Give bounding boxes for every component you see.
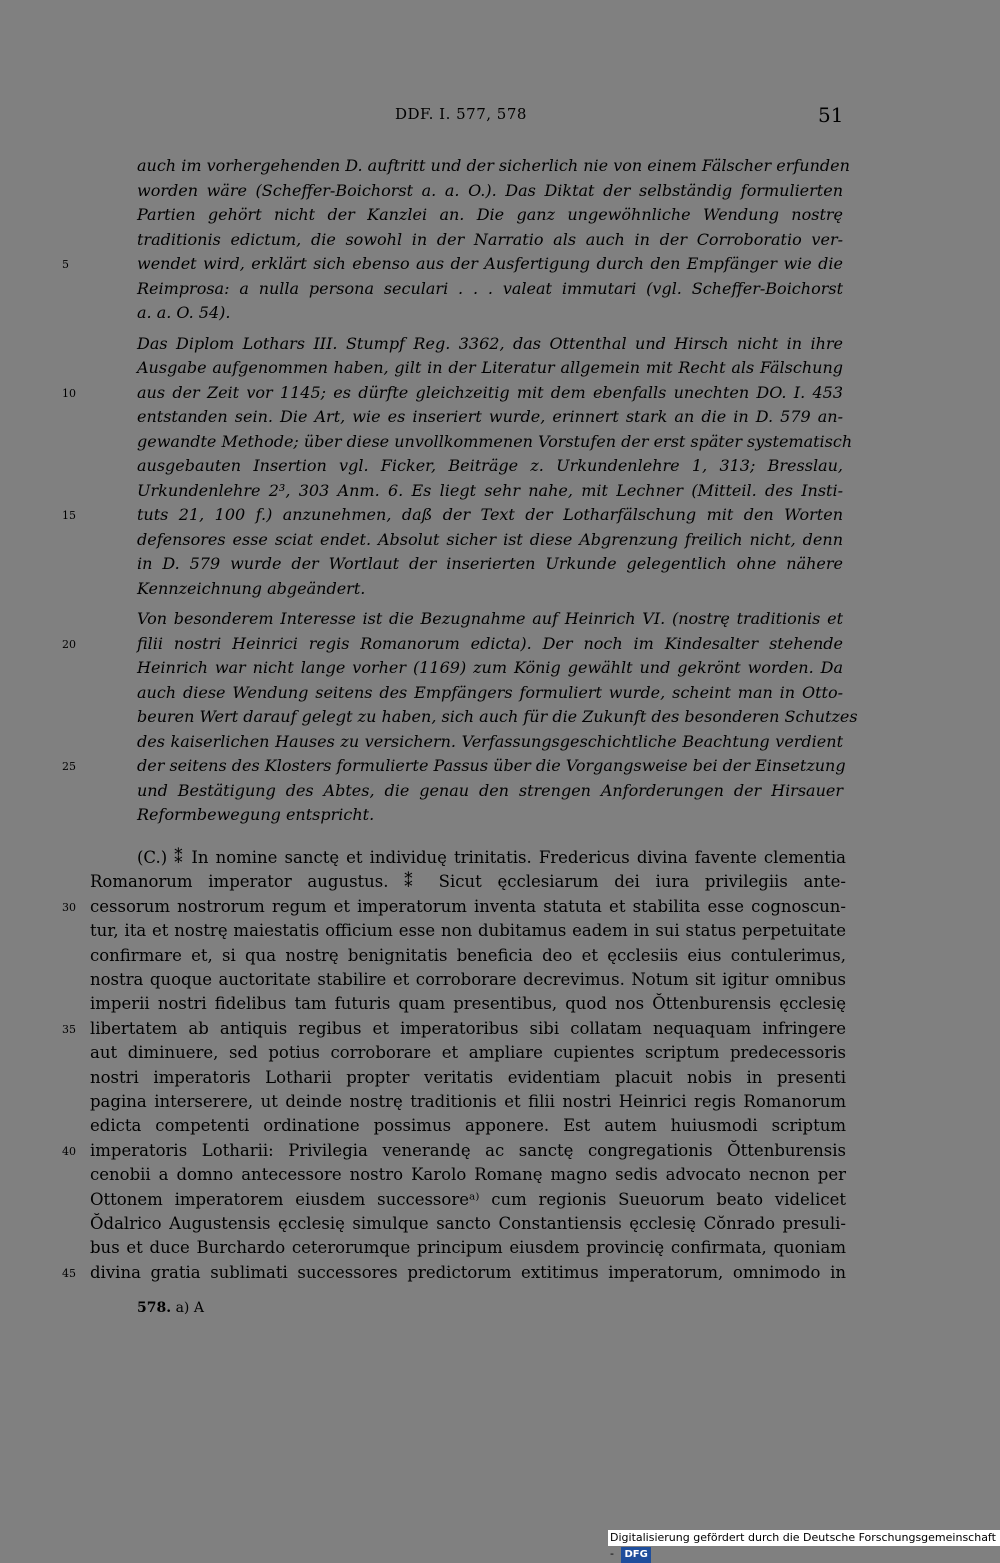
commentary-text: traditionis edictum, die sowohl in der Narratio als auch in der Corroboratio ver-	[137, 229, 843, 249]
line-number: 30	[62, 900, 76, 914]
charter-text: cenobii a domno antecessore nostro Karolo Romanę magno sedis advocato necnon per	[90, 1165, 846, 1185]
commentary-text: aus der Zeit vor 1145; es dürfte gleichzeitig mit dem ebenfalls unechten DO. I. 453	[137, 382, 843, 402]
charter-line	[0, 1018, 1000, 1042]
commentary-text: ausgebauten Insertion vgl. Ficker, Beiträge z. Urkundenlehre 1, 313; Bresslau,	[137, 456, 843, 475]
running-head: DDF. I. 577, 578	[395, 105, 527, 123]
commentary-text: Ausgabe aufgenommen haben, gilt in der Literatur allgemein mit Recht als Fälschung	[137, 358, 843, 377]
charter-line	[0, 1164, 1000, 1188]
commentary-line	[0, 682, 1000, 706]
commentary-line	[0, 302, 1000, 326]
commentary-text: filii nostri Heinrici regis Romanorum edicta). Der noch im Kindesalter stehende	[137, 633, 843, 653]
commentary-line	[0, 382, 1000, 406]
line-number: 40	[62, 1144, 76, 1158]
charter-line	[0, 1213, 1000, 1237]
charter-line	[0, 1042, 1000, 1066]
charter-text: pagina interserere, ut deinde nostrę traditionis et filii nostri Heinrici regis Romanorum	[90, 1092, 846, 1111]
footnote	[137, 1300, 204, 1316]
commentary-line	[0, 780, 1000, 804]
line-number: 35	[62, 1022, 76, 1036]
commentary-text: Urkundenlehre 2³, 303 Anm. 6. Es liegt sehr nahe, mit Lechner (Mitteil. des Insti-	[137, 480, 843, 500]
line-number: 15	[62, 509, 76, 522]
digitization-credit	[608, 1530, 1000, 1560]
commentary-line	[0, 529, 1000, 553]
commentary-line	[0, 253, 1000, 277]
page-number: 51	[818, 103, 844, 127]
charter-line	[0, 1237, 1000, 1261]
commentary-line	[0, 804, 1000, 828]
commentary-line	[0, 633, 1000, 657]
charter-line	[0, 945, 1000, 969]
charter-line	[0, 896, 1000, 920]
footnote-text: a) A	[175, 1300, 204, 1316]
commentary-line	[0, 504, 1000, 528]
charter-line	[0, 993, 1000, 1017]
line-number: 10	[62, 386, 76, 400]
charter-text: edicta competenti ordinatione possimus apponere. Est autem huiusmodi scriptum	[90, 1116, 846, 1136]
charter-text: bus et duce Burchardo ceterorumque principum eiusdem provincię confirmata, quoniam	[90, 1238, 846, 1258]
commentary-text: des kaiserlichen Hauses zu versichern. Verfassungsgeschichtliche Beachtung verdient	[137, 731, 843, 751]
charter-text: imperatoris Lotharii: Privilegia venerandę ac sanctę congregationis Ŏttenburensis	[90, 1140, 846, 1160]
charter-line	[0, 969, 1000, 993]
commentary-text: tuts 21, 100 f.) anzunehmen, daß der Text der Lotharfälschung mit den Worten	[137, 505, 843, 524]
commentary-text: gewandte Methode; über diese unvollkommenen Vorstufen der erst später systematisch	[137, 431, 853, 451]
charter-text: confirmare et, si qua nostrę benignitatis beneficia deo et ęcclesiis eius contulerimus,	[90, 945, 846, 965]
commentary-text: Heinrich war nicht lange vorher (1169) zum König gewählt und gekrönt worden. Da	[137, 658, 843, 677]
charter-line	[0, 1140, 1000, 1164]
line-number: 20	[62, 637, 76, 651]
commentary-line	[0, 657, 1000, 681]
footnote-number: 578.	[137, 1300, 172, 1316]
commentary-text: Reformbewegung entspricht.	[137, 805, 375, 824]
charter-text: Ottonem imperatorem eiusdem successoreᵃ⁾ cum regionis Sueuorum beato videlicet	[90, 1189, 846, 1209]
commentary-text: defensores esse sciat endet. Absolut sicher ist diese Abgrenzung freilich nicht, denn	[137, 529, 843, 549]
commentary-line	[0, 706, 1000, 730]
commentary-line	[0, 229, 1000, 253]
charter-text: aut diminuere, sed potius corroborare et ampliare cupientes scriptum predecessoris	[90, 1043, 846, 1063]
page-header	[0, 103, 1000, 129]
charter-line	[0, 1262, 1000, 1286]
commentary-line	[0, 608, 1000, 632]
credit-text: Digitalisierung gefördert durch die Deutsche Forschungsgemeinschaft -	[610, 1531, 996, 1560]
charter-text: nostra quoque auctoritate stabilire et corroborare decrevimus. Notum sit igitur omnibus	[90, 970, 846, 989]
charter-line	[0, 847, 1000, 871]
commentary-text: Reimprosa: a nulla persona seculari . . . valeat immutari (vgl. Scheffer-Boichorst	[137, 278, 843, 298]
charter-text: tur, ita et nostrę maiestatis officium esse non dubitamus eadem in sui status perpetuitate	[90, 921, 846, 941]
commentary-text: auch diese Wendung seitens des Empfängers formuliert wurde, scheint man in Otto-	[137, 682, 843, 702]
commentary-line	[0, 278, 1000, 302]
commentary-text: Das Diplom Lothars III. Stumpf Reg. 3362, das Ottenthal und Hirsch nicht in ihre	[137, 333, 843, 353]
commentary-text: auch im vorhergehenden D. auftritt und der sicherlich nie von einem Fälscher erfunden	[137, 156, 850, 175]
line-number: 25	[62, 760, 76, 773]
commentary-line	[0, 731, 1000, 755]
commentary-text: der seitens des Klosters formulierte Passus über die Vorgangsweise bei der Einsetzung	[137, 756, 846, 775]
commentary-line	[0, 155, 1000, 179]
commentary-text: a. a. O. 54).	[137, 303, 231, 322]
commentary-text: wendet wird, erklärt sich ebenso aus der Ausfertigung durch den Empfänger wie die	[137, 254, 843, 273]
commentary-line	[0, 333, 1000, 357]
commentary-text: und Bestätigung des Abtes, die genau den strengen Anforderungen der Hirsauer	[137, 780, 843, 800]
commentary-line	[0, 553, 1000, 577]
line-number: 45	[62, 1266, 76, 1280]
charter-text: (C.) ⁑ In nomine sanctę et individuę trinitatis. Fredericus divina favente clementia	[137, 848, 846, 867]
commentary-line	[0, 406, 1000, 430]
commentary-line	[0, 578, 1000, 602]
charter-line	[0, 920, 1000, 944]
charter-text: Romanorum imperator augustus. ⁑ Sicut ęcclesiarum dei iura privilegiis ante-	[90, 872, 846, 892]
commentary-text: entstanden sein. Die Art, wie es inseriert wurde, erinnert stark an die in D. 579 an-	[137, 407, 843, 426]
commentary-line	[0, 204, 1000, 228]
commentary-line	[0, 755, 1000, 779]
commentary-text: beuren Wert darauf gelegt zu haben, sich auch für die Zukunft des besonderen Schutzes	[137, 707, 858, 726]
commentary-line	[0, 431, 1000, 455]
charter-text: nostri imperatoris Lotharii propter veritatis evidentiam placuit nobis in presenti	[90, 1067, 846, 1087]
commentary-text: Partien gehört nicht der Kanzlei an. Die ganz ungewöhnliche Wendung nostrę	[137, 205, 843, 224]
charter-text: imperii nostri fidelibus tam futuris quam presentibus, quod nos Ŏttenburensis ęcclesię	[90, 994, 846, 1014]
charter-text: divina gratia sublimati successores predictorum extitimus imperatorum, omnimodo in	[90, 1262, 846, 1282]
commentary-text: Von besonderem Interesse ist die Bezugnahme auf Heinrich VI. (nostrę traditionis et	[137, 609, 843, 628]
charter-line	[0, 1091, 1000, 1115]
charter-line	[0, 1189, 1000, 1213]
commentary-text: worden wäre (Scheffer-Boichorst a. a. O.). Das Diktat der selbständig formulierten	[137, 180, 843, 200]
charter-text: cessorum nostrorum regum et imperatorum inventa statuta et stabilita esse cognoscun-	[90, 896, 846, 916]
commentary-text: in D. 579 wurde der Wortlaut der inserierten Urkunde gelegentlich ohne nähere	[137, 554, 843, 573]
commentary-line	[0, 455, 1000, 479]
charter-line	[0, 871, 1000, 895]
charter-line	[0, 1115, 1000, 1139]
commentary-line	[0, 480, 1000, 504]
dfg-logo: DFG	[621, 1547, 650, 1563]
charter-line	[0, 1067, 1000, 1091]
commentary-line	[0, 357, 1000, 381]
line-number: 5	[62, 258, 69, 271]
charter-text: Ŏdalrico Augustensis ęcclesię simulque sancto Constantiensis ęcclesię Cŏnrado presuli-	[90, 1214, 846, 1233]
commentary-text: Kennzeichnung abgeändert.	[137, 578, 366, 598]
commentary-line	[0, 180, 1000, 204]
charter-text: libertatem ab antiquis regibus et imperatoribus sibi collatam nequaquam infringere	[90, 1018, 846, 1038]
